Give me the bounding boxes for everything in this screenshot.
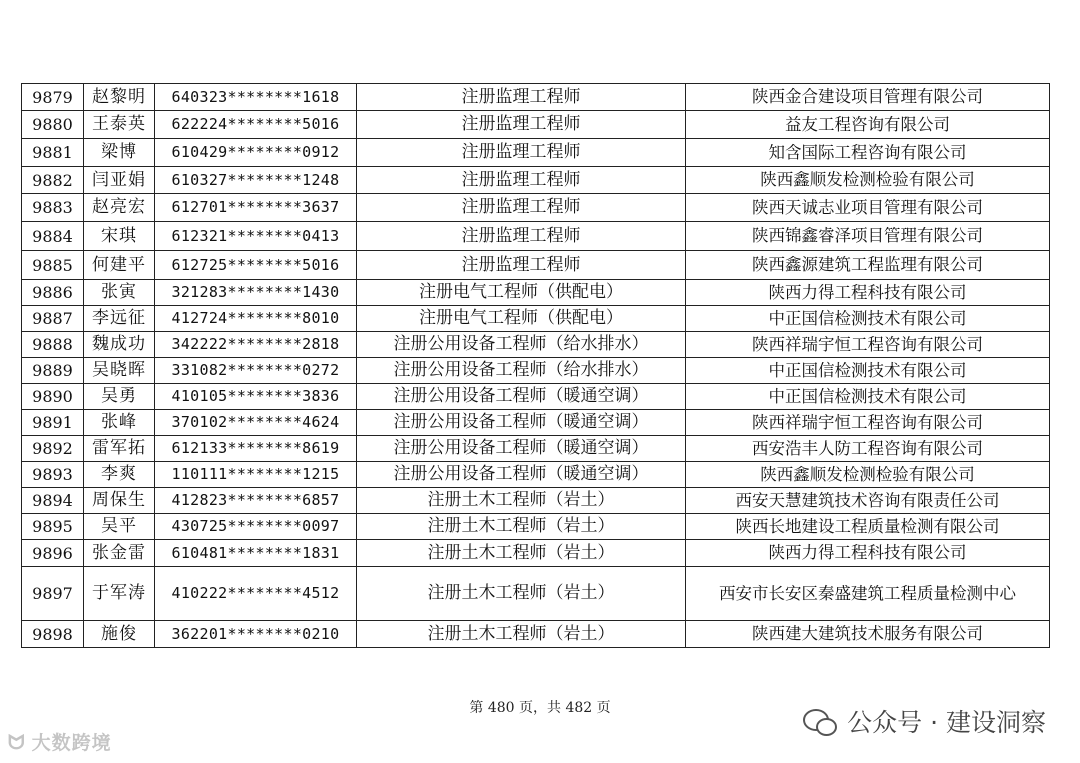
company-cell: 陕西天诚志业项目管理有限公司 [686, 194, 1050, 222]
name-cell: 张峰 [84, 410, 155, 436]
name-cell: 闫亚娟 [84, 167, 155, 194]
certificate-type-cell: 注册监理工程师 [357, 251, 686, 280]
name-cell: 吴勇 [84, 384, 155, 410]
table-row [22, 251, 1050, 280]
company-cell: 陕西祥瑞宇恒工程咨询有限公司 [686, 332, 1050, 358]
row-number-cell: 9890 [22, 384, 84, 410]
row-number-cell: 9898 [22, 621, 84, 648]
row-number-cell: 9896 [22, 540, 84, 567]
name-cell: 李远征 [84, 306, 155, 332]
company-cell: 陕西祥瑞宇恒工程咨询有限公司 [686, 410, 1050, 436]
company-cell: 陕西鑫顺发检测检验有限公司 [686, 167, 1050, 194]
company-cell: 中正国信检测技术有限公司 [686, 358, 1050, 384]
name-cell: 吴晓晖 [84, 358, 155, 384]
row-number-cell: 9887 [22, 306, 84, 332]
table-row [22, 111, 1050, 139]
name-cell: 李爽 [84, 462, 155, 488]
table-row [22, 488, 1050, 514]
row-number-cell: 9886 [22, 280, 84, 306]
company-cell: 陕西锦鑫睿泽项目管理有限公司 [686, 222, 1050, 251]
id-number-cell: 430725********0097 [155, 514, 357, 540]
table-row [22, 462, 1050, 488]
table-row [22, 567, 1050, 621]
certificate-type-cell: 注册监理工程师 [357, 167, 686, 194]
id-number-cell: 410105********3836 [155, 384, 357, 410]
table-row [22, 410, 1050, 436]
row-number-cell: 9894 [22, 488, 84, 514]
name-cell: 施俊 [84, 621, 155, 648]
page-number: 第 480 页，共 482 页 [469, 700, 611, 716]
row-number-cell: 9883 [22, 194, 84, 222]
table-body [22, 84, 1050, 648]
name-cell: 魏成功 [84, 332, 155, 358]
id-number-cell: 412724********8010 [155, 306, 357, 332]
name-cell: 吴平 [84, 514, 155, 540]
table-row [22, 167, 1050, 194]
company-cell: 陕西建大建筑技术服务有限公司 [686, 621, 1050, 648]
row-number-cell: 9885 [22, 251, 84, 280]
certificate-type-cell: 注册监理工程师 [357, 111, 686, 139]
id-number-cell: 612701********3637 [155, 194, 357, 222]
row-number-cell: 9897 [22, 567, 84, 621]
table-row [22, 514, 1050, 540]
id-number-cell: 370102********4624 [155, 410, 357, 436]
name-cell: 于军涛 [84, 567, 155, 621]
row-number-cell: 9882 [22, 167, 84, 194]
watermark-left [8, 728, 112, 755]
company-cell: 陕西力得工程科技有限公司 [686, 540, 1050, 567]
id-number-cell: 610327********1248 [155, 167, 357, 194]
company-cell: 知含国际工程咨询有限公司 [686, 139, 1050, 167]
table-row [22, 139, 1050, 167]
table-row [22, 306, 1050, 332]
id-number-cell: 640323********1618 [155, 84, 357, 111]
certificate-type-cell: 注册监理工程师 [357, 194, 686, 222]
certificate-type-cell: 注册监理工程师 [357, 139, 686, 167]
company-cell: 陕西金合建设项目管理有限公司 [686, 84, 1050, 111]
id-number-cell: 410222********4512 [155, 567, 357, 621]
company-cell: 益友工程咨询有限公司 [686, 111, 1050, 139]
row-number-cell: 9893 [22, 462, 84, 488]
id-number-cell: 321283********1430 [155, 280, 357, 306]
row-number-cell: 9879 [22, 84, 84, 111]
table-row [22, 436, 1050, 462]
certificate-type-cell: 注册监理工程师 [357, 222, 686, 251]
certificate-type-cell: 注册土木工程师（岩土） [357, 540, 686, 567]
table-row [22, 222, 1050, 251]
table-row [22, 280, 1050, 306]
company-cell: 陕西鑫源建筑工程监理有限公司 [686, 251, 1050, 280]
table-row [22, 84, 1050, 111]
certificate-type-cell: 注册监理工程师 [357, 84, 686, 111]
certificate-type-cell: 注册电气工程师（供配电） [357, 306, 686, 332]
company-cell: 陕西鑫顺发检测检验有限公司 [686, 462, 1050, 488]
company-cell: 陕西长地建设工程质量检测有限公司 [686, 514, 1050, 540]
name-cell: 张寅 [84, 280, 155, 306]
certificate-type-cell: 注册公用设备工程师（暖通空调） [357, 410, 686, 436]
company-cell: 陕西力得工程科技有限公司 [686, 280, 1050, 306]
company-cell: 西安天慧建筑技术咨询有限责任公司 [686, 488, 1050, 514]
row-number-cell: 9881 [22, 139, 84, 167]
company-cell: 中正国信检测技术有限公司 [686, 306, 1050, 332]
personnel-table [21, 83, 1050, 648]
company-cell: 中正国信检测技术有限公司 [686, 384, 1050, 410]
company-cell: 西安浩丰人防工程咨询有限公司 [686, 436, 1050, 462]
id-number-cell: 110111********1215 [155, 462, 357, 488]
certificate-type-cell: 注册公用设备工程师（暖通空调） [357, 462, 686, 488]
table-row [22, 540, 1050, 567]
name-cell: 宋琪 [84, 222, 155, 251]
name-cell: 赵黎明 [84, 84, 155, 111]
table-row [22, 194, 1050, 222]
row-number-cell: 9889 [22, 358, 84, 384]
watermark-left-text: 大数跨境 [31, 732, 112, 754]
id-number-cell: 612321********0413 [155, 222, 357, 251]
row-number-cell: 9892 [22, 436, 84, 462]
certificate-type-cell: 注册公用设备工程师（给水排水） [357, 358, 686, 384]
certificate-type-cell: 注册土木工程师（岩土） [357, 567, 686, 621]
id-number-cell: 610429********0912 [155, 139, 357, 167]
id-number-cell: 412823********6857 [155, 488, 357, 514]
id-number-cell: 362201********0210 [155, 621, 357, 648]
certificate-type-cell: 注册土木工程师（岩土） [357, 514, 686, 540]
certificate-type-cell: 注册公用设备工程师（暖通空调） [357, 436, 686, 462]
id-number-cell: 612133********8619 [155, 436, 357, 462]
table-row [22, 332, 1050, 358]
row-number-cell: 9884 [22, 222, 84, 251]
row-number-cell: 9891 [22, 410, 84, 436]
name-cell: 雷军拓 [84, 436, 155, 462]
id-number-cell: 622224********5016 [155, 111, 357, 139]
certificate-type-cell: 注册电气工程师（供配电） [357, 280, 686, 306]
name-cell: 梁博 [84, 139, 155, 167]
watermark-right-text: 公众号 · 建设洞察 [847, 708, 1046, 737]
name-cell: 何建平 [84, 251, 155, 280]
id-number-cell: 331082********0272 [155, 358, 357, 384]
company-cell: 西安市长安区秦盛建筑工程质量检测中心 [686, 567, 1050, 621]
certificate-type-cell: 注册土木工程师（岩土） [357, 488, 686, 514]
watermark-logo-icon: ᗢ [8, 730, 26, 754]
watermark-right [803, 703, 1046, 739]
certificate-type-cell: 注册公用设备工程师（给水排水） [357, 332, 686, 358]
row-number-cell: 9895 [22, 514, 84, 540]
name-cell: 王泰英 [84, 111, 155, 139]
name-cell: 赵亮宏 [84, 194, 155, 222]
table-row [22, 621, 1050, 648]
id-number-cell: 612725********5016 [155, 251, 357, 280]
table-row [22, 384, 1050, 410]
name-cell: 周保生 [84, 488, 155, 514]
table-row [22, 358, 1050, 384]
name-cell: 张金雷 [84, 540, 155, 567]
id-number-cell: 342222********2818 [155, 332, 357, 358]
row-number-cell: 9888 [22, 332, 84, 358]
certificate-type-cell: 注册公用设备工程师（暖通空调） [357, 384, 686, 410]
wechat-icon [803, 707, 837, 735]
row-number-cell: 9880 [22, 111, 84, 139]
id-number-cell: 610481********1831 [155, 540, 357, 567]
certificate-type-cell: 注册土木工程师（岩土） [357, 621, 686, 648]
